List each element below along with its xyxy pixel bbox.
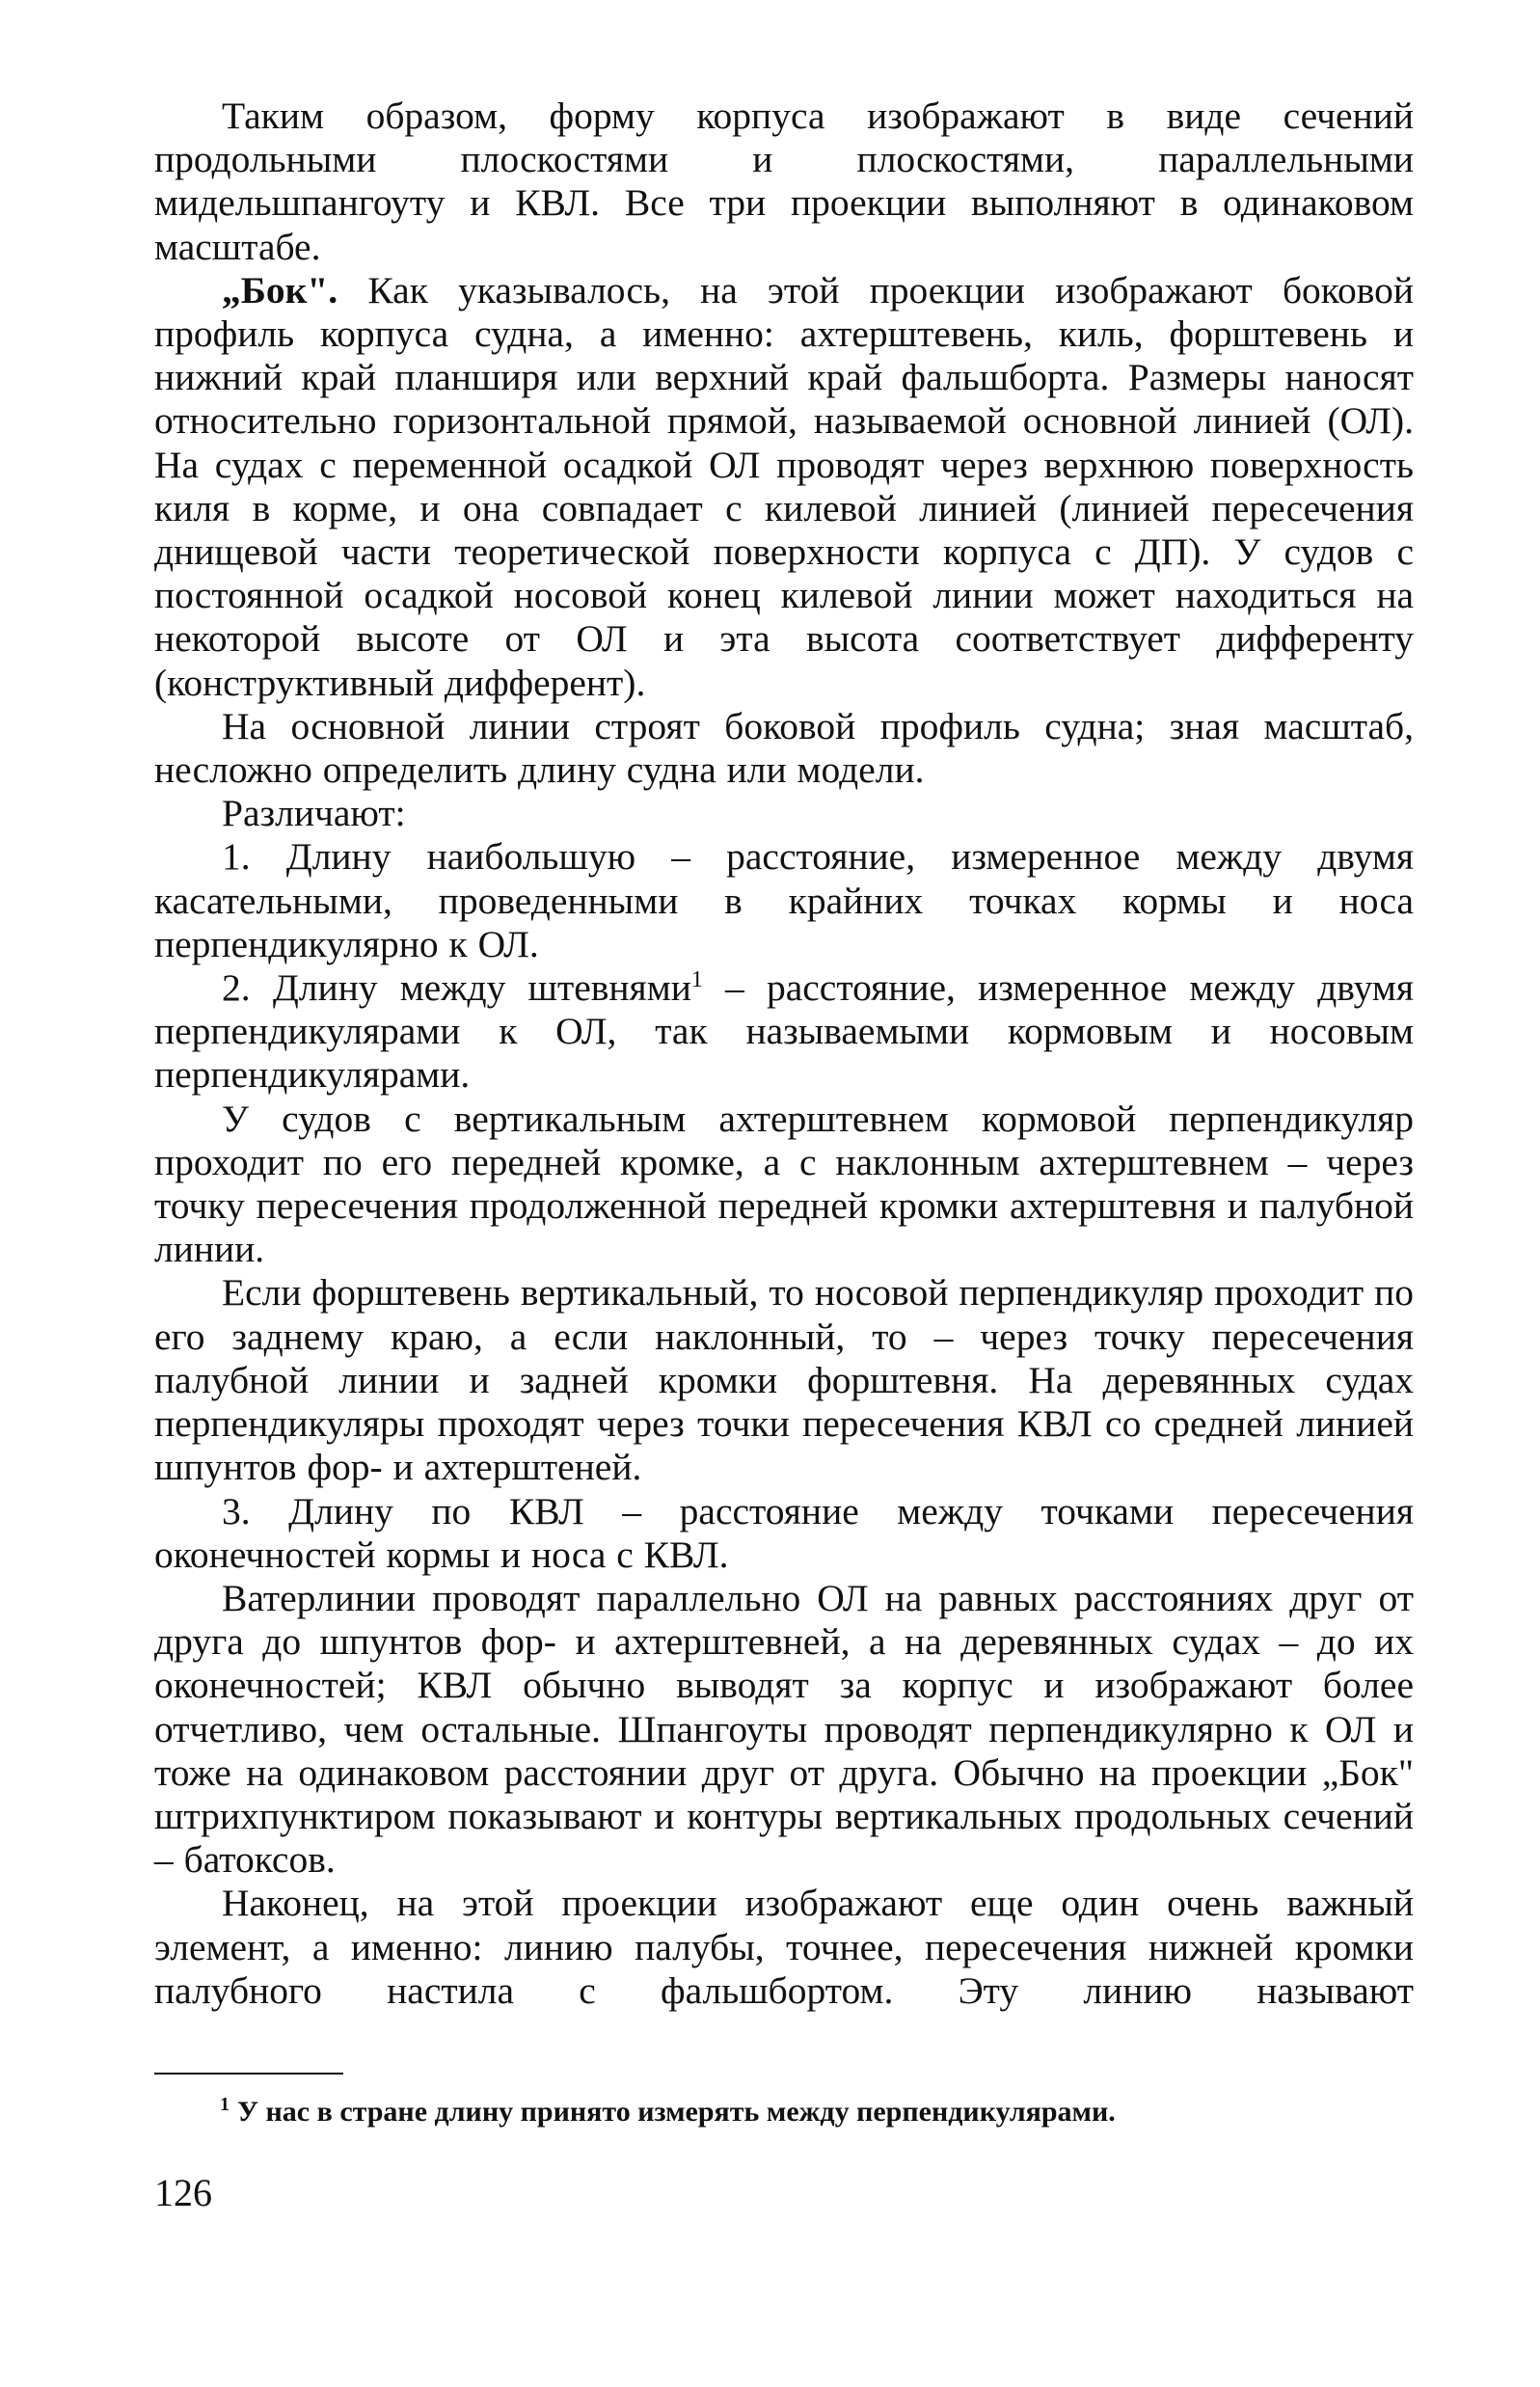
footnote-mark: 1 (220, 2094, 230, 2115)
list-item-1: 1. Длину наибольшую – расстояние, измеренное между двумя касательными, проведенными в крайних точках кормы и носа перпендикулярно к ОЛ. (154, 835, 1414, 965)
body-text (154, 95, 1414, 2013)
page-number: 126 (154, 2171, 212, 2214)
footnote-reference: 1 (690, 966, 703, 992)
paragraph-stem: Если форштевень вертикальный, то носовой перпендикуляр проходит по его заднему краю, а если наклонный, то – через точку пересечения палубной линии и задней кромки форштевня. На деревянных судах перпендикуляры проходят через точки пересечения КВЛ со средней линией шпунтов фор- и ахтерштеней. (154, 1271, 1414, 1489)
paragraph-2-text: Как указывалось, на этой проекции изображают боковой профиль корпуса судна, а именно: ахтерштевень, киль, форштевень и нижний край планширя или верхний край фальшборта. Размеры наносят относительно горизонтальной прямой, называемой основной линией (ОЛ). На судах с переменной осадкой ОЛ проводят через верхнюю поверхность киля в корме, и она совпадает с килевой линией (линией пересечения днищевой части теоретической поверхности корпуса с ДП). У судов с постоянной осадкой носовой конец килевой линии может находиться на некоторой высоте от ОЛ и эта высота соответствует дифференту (конструктивный дифферент). (154, 268, 1414, 704)
footnote-divider (154, 2073, 343, 2075)
footnote-text: У нас в стране длину принято измерять между перпендикулярами. (237, 2096, 1116, 2128)
paragraph-1: Таким образом, форму корпуса изображают в виде сечений продольными плоскостями и плоскостями, параллельными мидельшпангоуту и КВЛ. Все три проекции выполняют в одинаковом масштабе. (154, 95, 1414, 268)
paragraph-2-bok (154, 269, 1414, 705)
list-item-2-text-after: – расстояние, измеренное между двумя перпендикулярами к ОЛ, так называемыми кормовым и носовым перпендикулярами. (154, 966, 1414, 1097)
paragraph-4: Различают: (222, 792, 406, 835)
paragraph-3: На основной линии строят боковой профиль судна; зная масштаб, несложно определить длину судна или модели. (154, 704, 1414, 792)
term-bok: „Бок". (222, 268, 338, 312)
paragraph-waterlines: Ватерлинии проводят параллельно ОЛ на равных расстояниях друг от друга до шпунтов фор- и ахтерштевней, а на деревянных судах – до их оконечностей; КВЛ обычно выводят за корпус и изображают более отчетливо, чем остальные. Шпангоуты проводят перпендикулярно к ОЛ и тоже на одинаковом расстоянии друг от друга. Обычно на проекции „Бок" штрихпунктиром показывают и контуры вертикальных продольных сечений – батоксов. (154, 1576, 1414, 1882)
list-item-2 (154, 966, 1414, 1098)
list-item-3: 3. Длину по КВЛ – расстояние между точками пересечения оконечностей кормы и носа с КВЛ. (154, 1489, 1414, 1576)
paragraph-deck-line: Наконец, на этой проекции изображают еще один очень важный элемент, а именно: линию палубы, точнее, пересечения нижней кромки палубного настила с фальшбортом. Эту линию называют (154, 1882, 1414, 2012)
paragraph-sternpost: У судов с вертикальным ахтерштевнем кормовой перпендикуляр проходит по его передней кромке, а с наклонным ахтерштевнем – через точку пересечения продолженной передней кромки ахтерштевня и палубной линии. (154, 1097, 1414, 1271)
footnote (220, 2095, 1377, 2129)
list-item-2-text-before: 2. Длину между штевнями (222, 966, 691, 1010)
